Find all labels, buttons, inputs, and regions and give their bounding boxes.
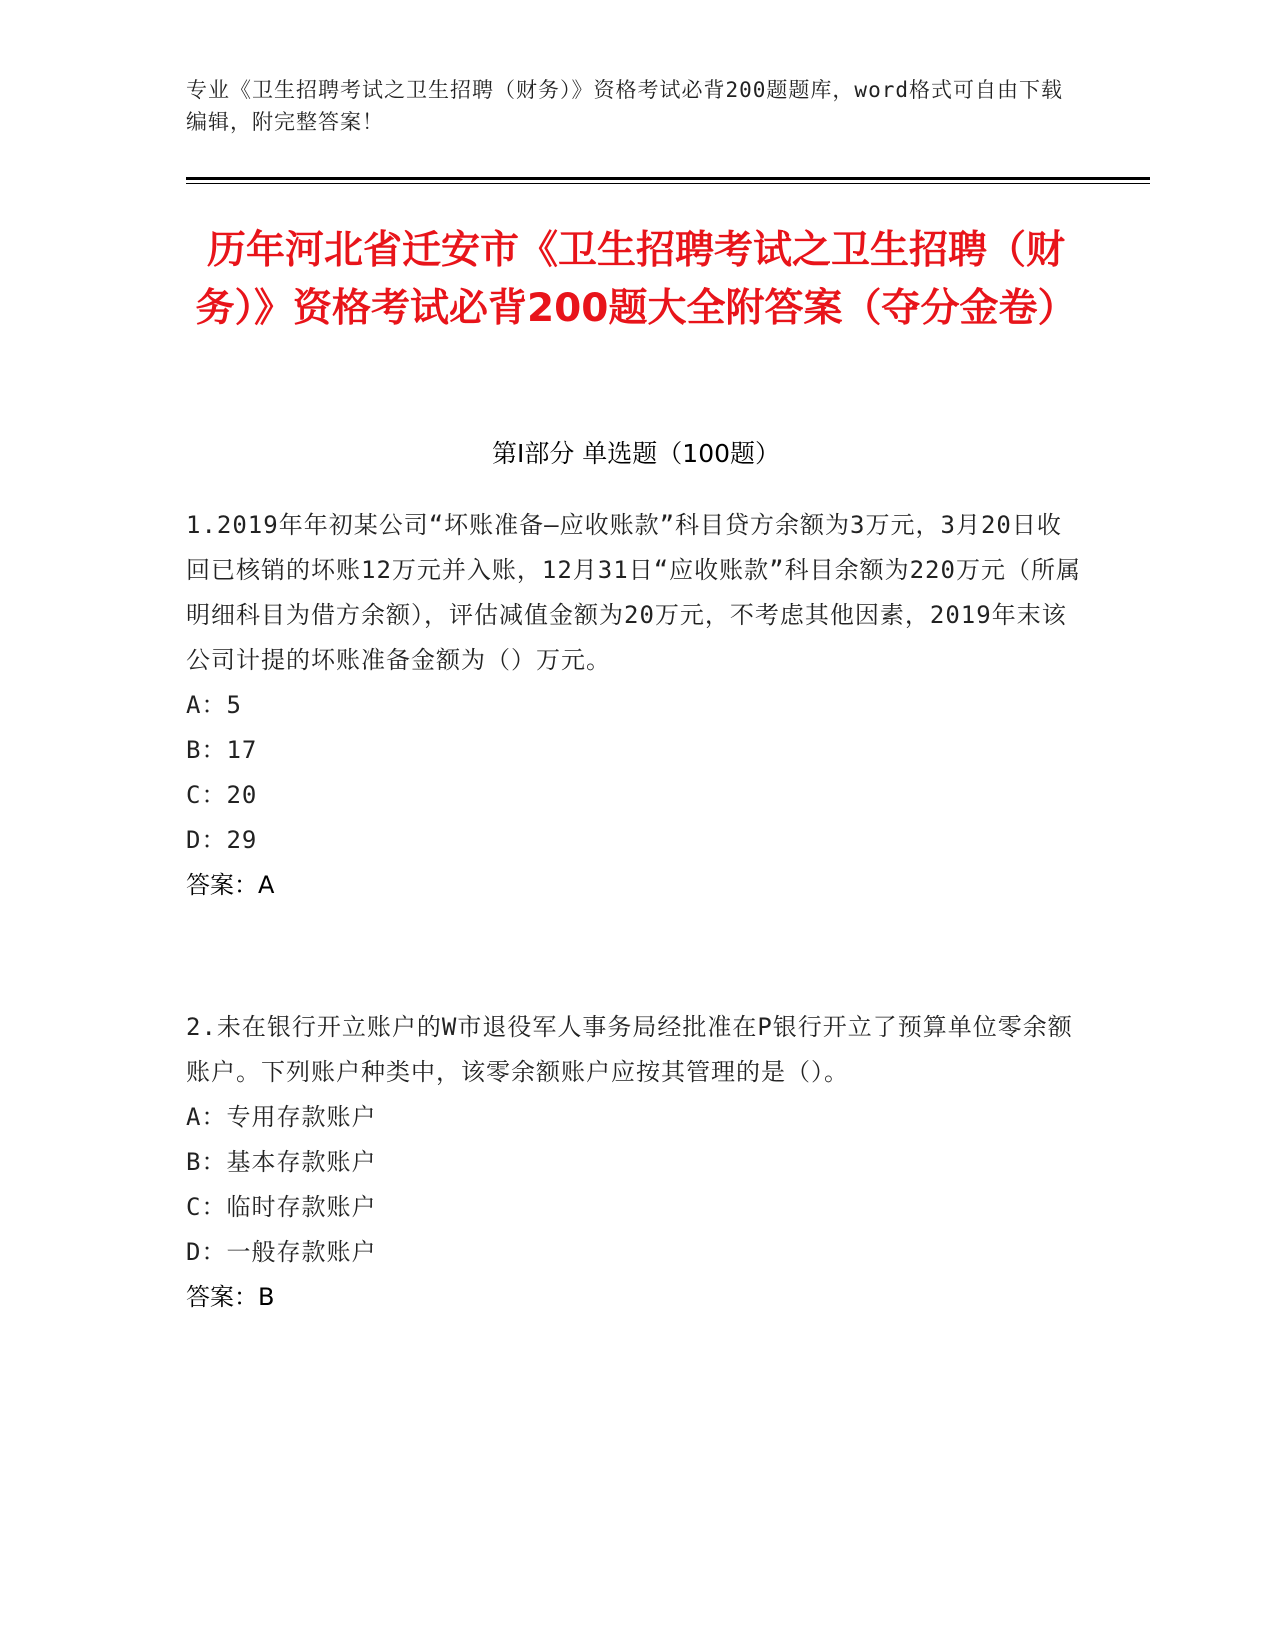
- question-2: [186, 1005, 1086, 1320]
- option-d: D：一般存款账户: [186, 1238, 377, 1266]
- option-c: C：20: [186, 781, 258, 809]
- answer: 答案：A: [186, 871, 275, 899]
- option-c: C：临时存款账户: [186, 1193, 377, 1221]
- option-d: D：29: [186, 826, 258, 854]
- document-title: 历年河北省迁安市《卫生招聘考试之卫生招聘（财务）》资格考试必背200题大全附答案（夺分金卷）: [195, 228, 1077, 331]
- section-heading: 第I部分 单选题（100题）: [491, 439, 781, 468]
- option-a: A：专用存款账户: [186, 1103, 377, 1131]
- header-note: 专业《卫生招聘考试之卫生招聘（财务）》资格考试必背200题题库，word格式可自由下载编辑，附完整答案！: [186, 78, 1063, 134]
- answer: 答案：B: [186, 1283, 275, 1311]
- option-b: B：基本存款账户: [186, 1148, 377, 1176]
- question-1: [186, 503, 1086, 908]
- question-stem: 2.未在银行开立账户的W市退役军人事务局经批准在P银行开立了预算单位零余额账户。下列账户种类中，该零余额账户应按其管理的是（）。: [186, 1013, 1073, 1086]
- option-a: A：5: [186, 691, 242, 719]
- header-rule-thin: [186, 183, 1150, 184]
- question-stem: 1.2019年年初某公司“坏账准备—应收账款”科目贷方余额为3万元，3月20日收回已核销的坏账12万元并入账，12月31日“应收账款”科目余额为220万元（所属明细科目为借方余额），评估减值金额为20万元，不考虑其他因素，2019年末该公司计提的坏账准备金额为（）万元。: [186, 511, 1081, 674]
- option-b: B：17: [186, 736, 258, 764]
- header-rule-thick: [186, 177, 1150, 180]
